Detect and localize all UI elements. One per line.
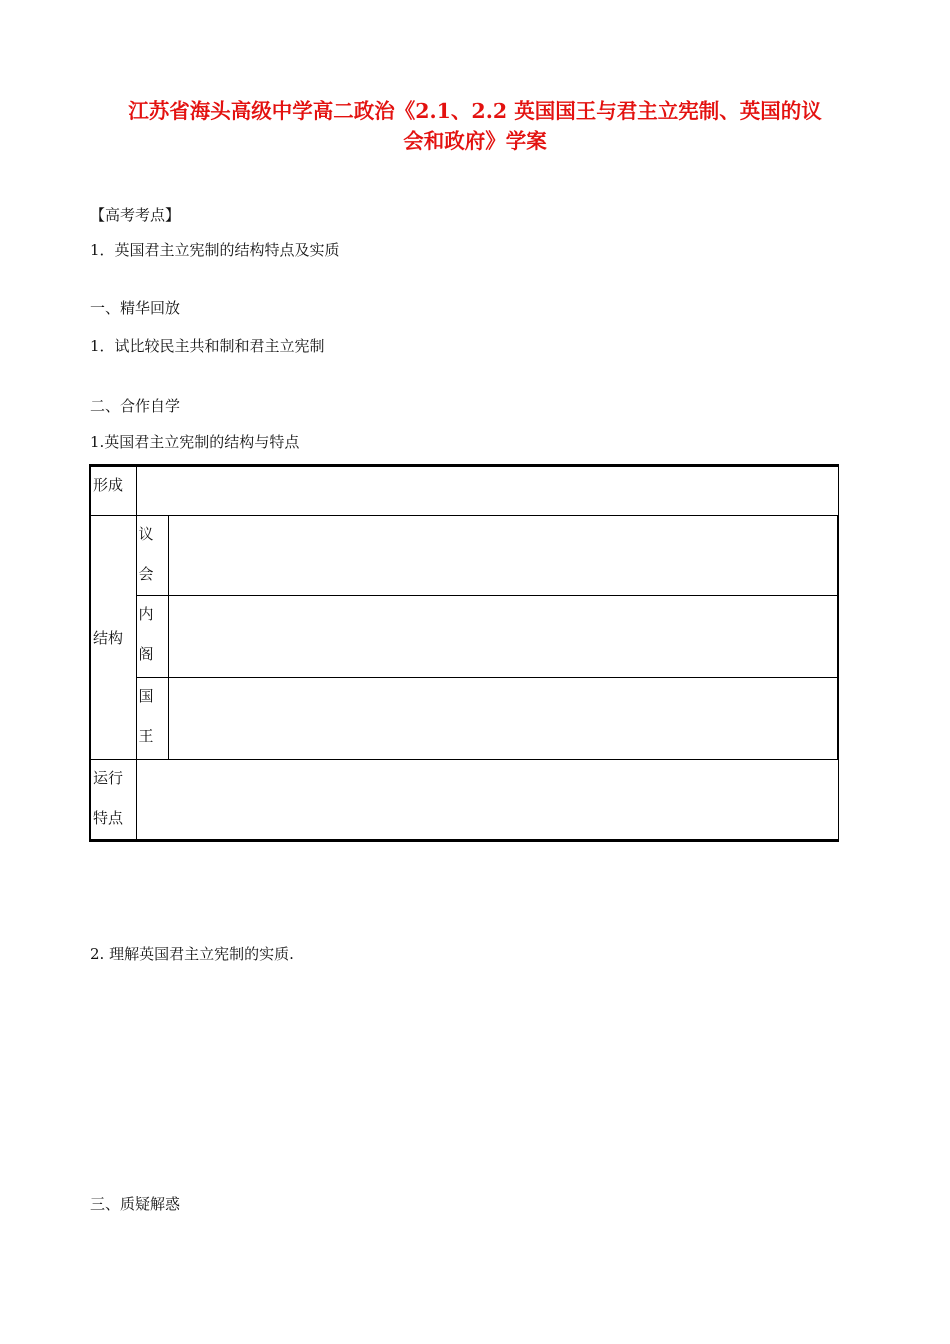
- table-sublabel-parliament: 议 会: [136, 516, 168, 596]
- exam-point-item-1: 1．英国君主立宪制的结构特点及实质: [90, 241, 340, 259]
- title-line-2: 会和政府》学案: [403, 129, 547, 153]
- table-row-parliament: [90, 516, 838, 596]
- table-sublabel-king: 国 王: [136, 678, 168, 760]
- table-answer-king[interactable]: [168, 678, 838, 760]
- table-row-cabinet: [90, 596, 838, 678]
- table-row-operation: [90, 760, 838, 841]
- section-two-item-2: 2. 理解英国君主立宪制的实质.: [90, 945, 294, 963]
- title-line-1: 江苏省海头高级中学高二政治《2.1、2.2 英国国王与君主立宪制、英国的议: [128, 99, 822, 123]
- section-three-heading: 三、质疑解惑: [90, 1195, 181, 1213]
- table-answer-cabinet[interactable]: [168, 596, 838, 678]
- monarchy-structure-table: [89, 464, 839, 842]
- table-label-operation: 运行 特点: [90, 760, 136, 841]
- table-row-formation: [90, 466, 838, 516]
- section-one-heading: 一、精华回放: [90, 299, 181, 317]
- table-label-structure: 结构: [90, 516, 136, 760]
- table-answer-formation[interactable]: [136, 466, 838, 516]
- section-two-item-1: 1.英国君主立宪制的结构与特点: [90, 433, 300, 451]
- table-sublabel-cabinet: 内 阁: [136, 596, 168, 678]
- table-answer-operation[interactable]: [136, 760, 838, 841]
- document-title: [90, 96, 860, 156]
- section-exam-points-heading: 【高考考点】: [90, 206, 181, 224]
- section-one-item-1: 1．试比较民主共和制和君主立宪制: [90, 337, 325, 355]
- table-answer-parliament[interactable]: [168, 516, 838, 596]
- section-two-heading: 二、合作自学: [90, 397, 181, 415]
- table-row-king: [90, 678, 838, 760]
- table-label-formation: 形成: [90, 466, 136, 516]
